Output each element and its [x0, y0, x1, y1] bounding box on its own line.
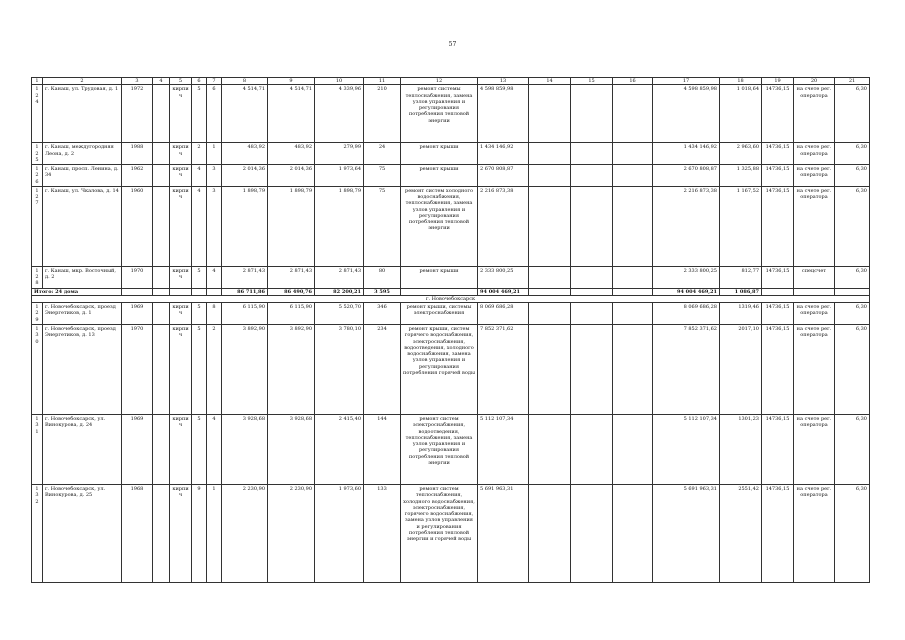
col14-cell	[529, 186, 571, 266]
row-number-cell: 129	[32, 303, 43, 325]
col16-cell	[613, 186, 653, 266]
limit-cost-cell: 14736,15	[762, 415, 794, 485]
living-area-cell: 2 415,40	[315, 415, 364, 485]
rate-cell: 6,30	[835, 485, 870, 583]
col14-cell	[529, 325, 571, 415]
col4-cell	[153, 85, 170, 143]
column-number-row	[32, 78, 870, 85]
row-number-cell: 127	[32, 186, 43, 266]
empty-cell	[571, 288, 613, 295]
year-cell: 1962	[122, 165, 153, 187]
entrances-cell: 3	[207, 186, 222, 266]
col15-cell	[571, 415, 613, 485]
fund-method-cell: спецсчет	[794, 266, 835, 288]
limit-cost-cell: 14736,15	[762, 85, 794, 143]
funds-sum: 94 004 469,21	[653, 288, 720, 295]
column-number: 12	[401, 78, 478, 85]
col4-cell	[153, 485, 170, 583]
area-cell: 3 928,68	[268, 415, 315, 485]
total-area-cell: 4 514,71	[222, 85, 268, 143]
section-row	[32, 295, 870, 302]
table-row	[32, 415, 870, 485]
funds-cell: 1 434 146,92	[653, 143, 720, 165]
residents-cell: 133	[364, 485, 401, 583]
table-body	[32, 78, 870, 583]
col16-cell	[613, 85, 653, 143]
residents-cell: 346	[364, 303, 401, 325]
works-cell: ремонт систем электроснабжения, водоотведения, теплоснабжения, замена узлов управления и регулирования потребления тепловой энергии	[401, 415, 478, 485]
rate-cell: 6,30	[835, 266, 870, 288]
col15-cell	[571, 325, 613, 415]
col16-cell	[613, 303, 653, 325]
column-number: 3	[122, 78, 153, 85]
living-area-cell: 4 339,96	[315, 85, 364, 143]
column-number: 16	[613, 78, 653, 85]
wall-material-cell: кирпич	[170, 325, 192, 415]
section-title: г. Новочебоксарск	[32, 295, 870, 302]
address-cell: г. Новочебоксарск, проезд Энергетиков, д. 13	[43, 325, 122, 415]
cost-cell: 4 598 859,98	[478, 85, 529, 143]
living-area-sum: 82 200,21	[315, 288, 364, 295]
fund-method-cell: на счете рег. оператора	[794, 165, 835, 187]
area-cell: 1 898,79	[268, 186, 315, 266]
living-area-cell: 1 973,60	[315, 485, 364, 583]
empty-cell	[122, 288, 153, 295]
works-cell: ремонт систем холодного водоснабжения, теплоснабжения, замена узлов управления и регулирования потребления тепловой энергии	[401, 186, 478, 266]
total-area-cell: 2 871,43	[222, 266, 268, 288]
column-number: 13	[478, 78, 529, 85]
unit-cost-avg: 1 086,87	[720, 288, 762, 295]
fund-method-cell: на счете рег. оператора	[794, 85, 835, 143]
col4-cell	[153, 143, 170, 165]
residents-cell: 210	[364, 85, 401, 143]
col14-cell	[529, 266, 571, 288]
col15-cell	[571, 186, 613, 266]
total-area-cell: 2 014,36	[222, 165, 268, 187]
limit-cost-cell: 14736,15	[762, 266, 794, 288]
col14-cell	[529, 485, 571, 583]
col15-cell	[571, 303, 613, 325]
wall-material-cell: кирпич	[170, 266, 192, 288]
wall-material-cell: кирпич	[170, 165, 192, 187]
table-row	[32, 143, 870, 165]
fund-method-cell: на счете рег. оператора	[794, 325, 835, 415]
col14-cell	[529, 415, 571, 485]
total-area-cell: 2 230,90	[222, 485, 268, 583]
cost-cell: 8 069 686,28	[478, 303, 529, 325]
empty-cell	[153, 288, 170, 295]
col14-cell	[529, 165, 571, 187]
living-area-cell: 1 973,64	[315, 165, 364, 187]
unit-cost-cell: 2 963,60	[720, 143, 762, 165]
column-number: 21	[835, 78, 870, 85]
column-number: 5	[170, 78, 192, 85]
empty-cell	[207, 288, 222, 295]
cost-sum: 94 004 469,21	[478, 288, 529, 295]
col14-cell	[529, 143, 571, 165]
col4-cell	[153, 266, 170, 288]
col16-cell	[613, 165, 653, 187]
total-area-cell: 483,92	[222, 143, 268, 165]
wall-material-cell: кирпич	[170, 85, 192, 143]
column-number: 11	[364, 78, 401, 85]
column-number: 19	[762, 78, 794, 85]
rate-cell: 6,30	[835, 85, 870, 143]
cost-cell: 1 434 146,92	[478, 143, 529, 165]
col4-cell	[153, 303, 170, 325]
year-cell: 1969	[122, 303, 153, 325]
column-number: 10	[315, 78, 364, 85]
funds-cell: 7 852 371,62	[653, 325, 720, 415]
area-cell: 2 014,36	[268, 165, 315, 187]
wall-material-cell: кирпич	[170, 415, 192, 485]
unit-cost-cell: 1319,46	[720, 303, 762, 325]
year-cell: 1968	[122, 485, 153, 583]
area-sum: 86 490,76	[268, 288, 315, 295]
fund-method-cell: на счете рег. оператора	[794, 143, 835, 165]
entrances-cell: 4	[207, 266, 222, 288]
floors-cell: 5	[192, 85, 207, 143]
column-number: 4	[153, 78, 170, 85]
col14-cell	[529, 85, 571, 143]
area-cell: 2 871,43	[268, 266, 315, 288]
row-number-cell: 132	[32, 485, 43, 583]
unit-cost-cell: 1 018,64	[720, 85, 762, 143]
table-row	[32, 485, 870, 583]
total-label: Итого: 24 дома	[32, 288, 122, 295]
entrances-cell: 2	[207, 325, 222, 415]
area-cell: 4 514,71	[268, 85, 315, 143]
residents-cell: 75	[364, 165, 401, 187]
col16-cell	[613, 325, 653, 415]
year-cell: 1970	[122, 266, 153, 288]
living-area-cell: 5 520,70	[315, 303, 364, 325]
column-number: 6	[192, 78, 207, 85]
cost-cell: 5 691 963,31	[478, 485, 529, 583]
empty-cell	[401, 288, 478, 295]
floors-cell: 5	[192, 303, 207, 325]
address-cell: г. Канаш, просп. Ленина, д. 34	[43, 165, 122, 187]
row-number-cell: 131	[32, 415, 43, 485]
cost-cell: 2 333 800,25	[478, 266, 529, 288]
table-row	[32, 165, 870, 187]
residents-cell: 24	[364, 143, 401, 165]
cost-cell: 2 670 808,87	[478, 165, 529, 187]
total-area-cell: 6 115,90	[222, 303, 268, 325]
capital-repair-table-sheet	[31, 77, 867, 559]
works-cell: ремонт системы теплоснабжения, замена узлов управления и регулирования потребления тепловой энергии	[401, 85, 478, 143]
year-cell: 1960	[122, 186, 153, 266]
entrances-cell: 8	[207, 303, 222, 325]
column-number: 17	[653, 78, 720, 85]
table-row	[32, 266, 870, 288]
year-cell: 1988	[122, 143, 153, 165]
floors-cell: 5	[192, 325, 207, 415]
residents-cell: 75	[364, 186, 401, 266]
address-cell: г. Канаш, ул. Трудовая, д. 1	[43, 85, 122, 143]
unit-cost-cell: 1 325,88	[720, 165, 762, 187]
capital-repair-table	[31, 77, 870, 583]
total-row	[32, 288, 870, 295]
col4-cell	[153, 186, 170, 266]
wall-material-cell: кирпич	[170, 143, 192, 165]
address-cell: г. Канаш, мкр. Восточный, д. 2	[43, 266, 122, 288]
row-number-cell: 124	[32, 85, 43, 143]
total-area-cell: 3 928,68	[222, 415, 268, 485]
table-row	[32, 85, 870, 143]
col4-cell	[153, 325, 170, 415]
works-cell: ремонт крыши	[401, 165, 478, 187]
fund-method-cell: на счете рег. оператора	[794, 303, 835, 325]
floors-cell: 4	[192, 165, 207, 187]
entrances-cell: 6	[207, 85, 222, 143]
limit-cost-cell: 14736,15	[762, 165, 794, 187]
column-number: 15	[571, 78, 613, 85]
column-number: 18	[720, 78, 762, 85]
funds-cell: 5 112 107,34	[653, 415, 720, 485]
floors-cell: 4	[192, 186, 207, 266]
floors-cell: 5	[192, 266, 207, 288]
limit-cost-cell: 14736,15	[762, 143, 794, 165]
column-number: 1	[32, 78, 43, 85]
year-cell: 1970	[122, 325, 153, 415]
year-cell: 1969	[122, 415, 153, 485]
residents-cell: 234	[364, 325, 401, 415]
col16-cell	[613, 266, 653, 288]
table-row	[32, 186, 870, 266]
area-cell: 483,92	[268, 143, 315, 165]
unit-cost-cell: 2551,42	[720, 485, 762, 583]
row-number-cell: 130	[32, 325, 43, 415]
limit-cost-cell: 14736,15	[762, 186, 794, 266]
floors-cell: 5	[192, 415, 207, 485]
floors-cell: 2	[192, 143, 207, 165]
residents-cell: 144	[364, 415, 401, 485]
cost-cell: 5 112 107,34	[478, 415, 529, 485]
column-number: 20	[794, 78, 835, 85]
funds-cell: 8 069 686,28	[653, 303, 720, 325]
entrances-cell: 4	[207, 415, 222, 485]
address-cell: г. Канаш, междугородняя Леона, д. 2	[43, 143, 122, 165]
area-cell: 6 115,90	[268, 303, 315, 325]
unit-cost-cell: 2017,10	[720, 325, 762, 415]
address-cell: г. Канаш, ул. Чкалова, д. 14	[43, 186, 122, 266]
living-area-cell: 1 898,79	[315, 186, 364, 266]
living-area-cell: 279,99	[315, 143, 364, 165]
residents-sum: 3 595	[364, 288, 401, 295]
unit-cost-cell: 1 167,52	[720, 186, 762, 266]
col15-cell	[571, 85, 613, 143]
cost-cell: 7 852 371,62	[478, 325, 529, 415]
column-number: 2	[43, 78, 122, 85]
address-cell: г. Новочебоксарск, ул. Винокурова, д. 24	[43, 415, 122, 485]
works-cell: ремонт крыши	[401, 143, 478, 165]
rate-cell: 6,30	[835, 186, 870, 266]
rate-cell: 6,30	[835, 325, 870, 415]
year-cell: 1972	[122, 85, 153, 143]
works-cell: ремонт систем теплоснабжения, холодного водоснабжения, электроснабжения, горячего водоснабжения, замена узлов управления и регулирования потребления тепловой энергии и горячей воды	[401, 485, 478, 583]
empty-cell	[170, 288, 192, 295]
works-cell: ремонт крыши, системы электроснабжения	[401, 303, 478, 325]
address-cell: г. Новочебоксарск, проезд Энергетиков, д. 1	[43, 303, 122, 325]
funds-cell: 4 598 859,98	[653, 85, 720, 143]
col4-cell	[153, 165, 170, 187]
row-number-cell: 126	[32, 165, 43, 187]
empty-cell	[613, 288, 653, 295]
page-number: 57	[448, 41, 457, 48]
table-row	[32, 325, 870, 415]
unit-cost-cell: 812,77	[720, 266, 762, 288]
empty-cell	[835, 288, 870, 295]
column-number: 9	[268, 78, 315, 85]
area-cell: 3 892,90	[268, 325, 315, 415]
rate-cell: 6,30	[835, 143, 870, 165]
wall-material-cell: кирпич	[170, 303, 192, 325]
total-area-cell: 3 892,90	[222, 325, 268, 415]
total-area-sum: 86 711,86	[222, 288, 268, 295]
funds-cell: 2 670 808,87	[653, 165, 720, 187]
col4-cell	[153, 415, 170, 485]
limit-cost-cell: 14736,15	[762, 485, 794, 583]
empty-cell	[529, 288, 571, 295]
empty-cell	[762, 288, 794, 295]
col14-cell	[529, 303, 571, 325]
empty-cell	[794, 288, 835, 295]
living-area-cell: 2 871,43	[315, 266, 364, 288]
row-number-cell: 125	[32, 143, 43, 165]
row-number-cell: 128	[32, 266, 43, 288]
entrances-cell: 3	[207, 165, 222, 187]
works-cell: ремонт крыши	[401, 266, 478, 288]
entrances-cell: 1	[207, 143, 222, 165]
funds-cell: 2 216 873,38	[653, 186, 720, 266]
col15-cell	[571, 266, 613, 288]
limit-cost-cell: 14736,15	[762, 303, 794, 325]
unit-cost-cell: 1301,23	[720, 415, 762, 485]
area-cell: 2 230,90	[268, 485, 315, 583]
limit-cost-cell: 14736,15	[762, 325, 794, 415]
column-number: 7	[207, 78, 222, 85]
col16-cell	[613, 485, 653, 583]
rate-cell: 6,30	[835, 303, 870, 325]
cost-cell: 2 216 873,38	[478, 186, 529, 266]
empty-cell	[192, 288, 207, 295]
works-cell: ремонт крыши, систем горячего водоснабжения, электроснабжения, водоотведения, холодного водоснабжения, замена узлов управления и регулирования потребления горячей воды	[401, 325, 478, 415]
address-cell: г. Новочебоксарск, ул. Винокурова, д. 25	[43, 485, 122, 583]
col15-cell	[571, 485, 613, 583]
wall-material-cell: кирпич	[170, 186, 192, 266]
funds-cell: 2 333 800,25	[653, 266, 720, 288]
column-number: 14	[529, 78, 571, 85]
col16-cell	[613, 415, 653, 485]
table-row	[32, 303, 870, 325]
col15-cell	[571, 165, 613, 187]
fund-method-cell: на счете рег. оператора	[794, 415, 835, 485]
fund-method-cell: на счете рег. оператора	[794, 485, 835, 583]
fund-method-cell: на счете рег. оператора	[794, 186, 835, 266]
rate-cell: 6,30	[835, 415, 870, 485]
col15-cell	[571, 143, 613, 165]
total-area-cell: 1 898,79	[222, 186, 268, 266]
column-number: 8	[222, 78, 268, 85]
funds-cell: 5 691 963,31	[653, 485, 720, 583]
entrances-cell: 1	[207, 485, 222, 583]
rate-cell: 6,30	[835, 165, 870, 187]
residents-cell: 80	[364, 266, 401, 288]
wall-material-cell: кирпич	[170, 485, 192, 583]
col16-cell	[613, 143, 653, 165]
floors-cell: 9	[192, 485, 207, 583]
living-area-cell: 3 780,10	[315, 325, 364, 415]
